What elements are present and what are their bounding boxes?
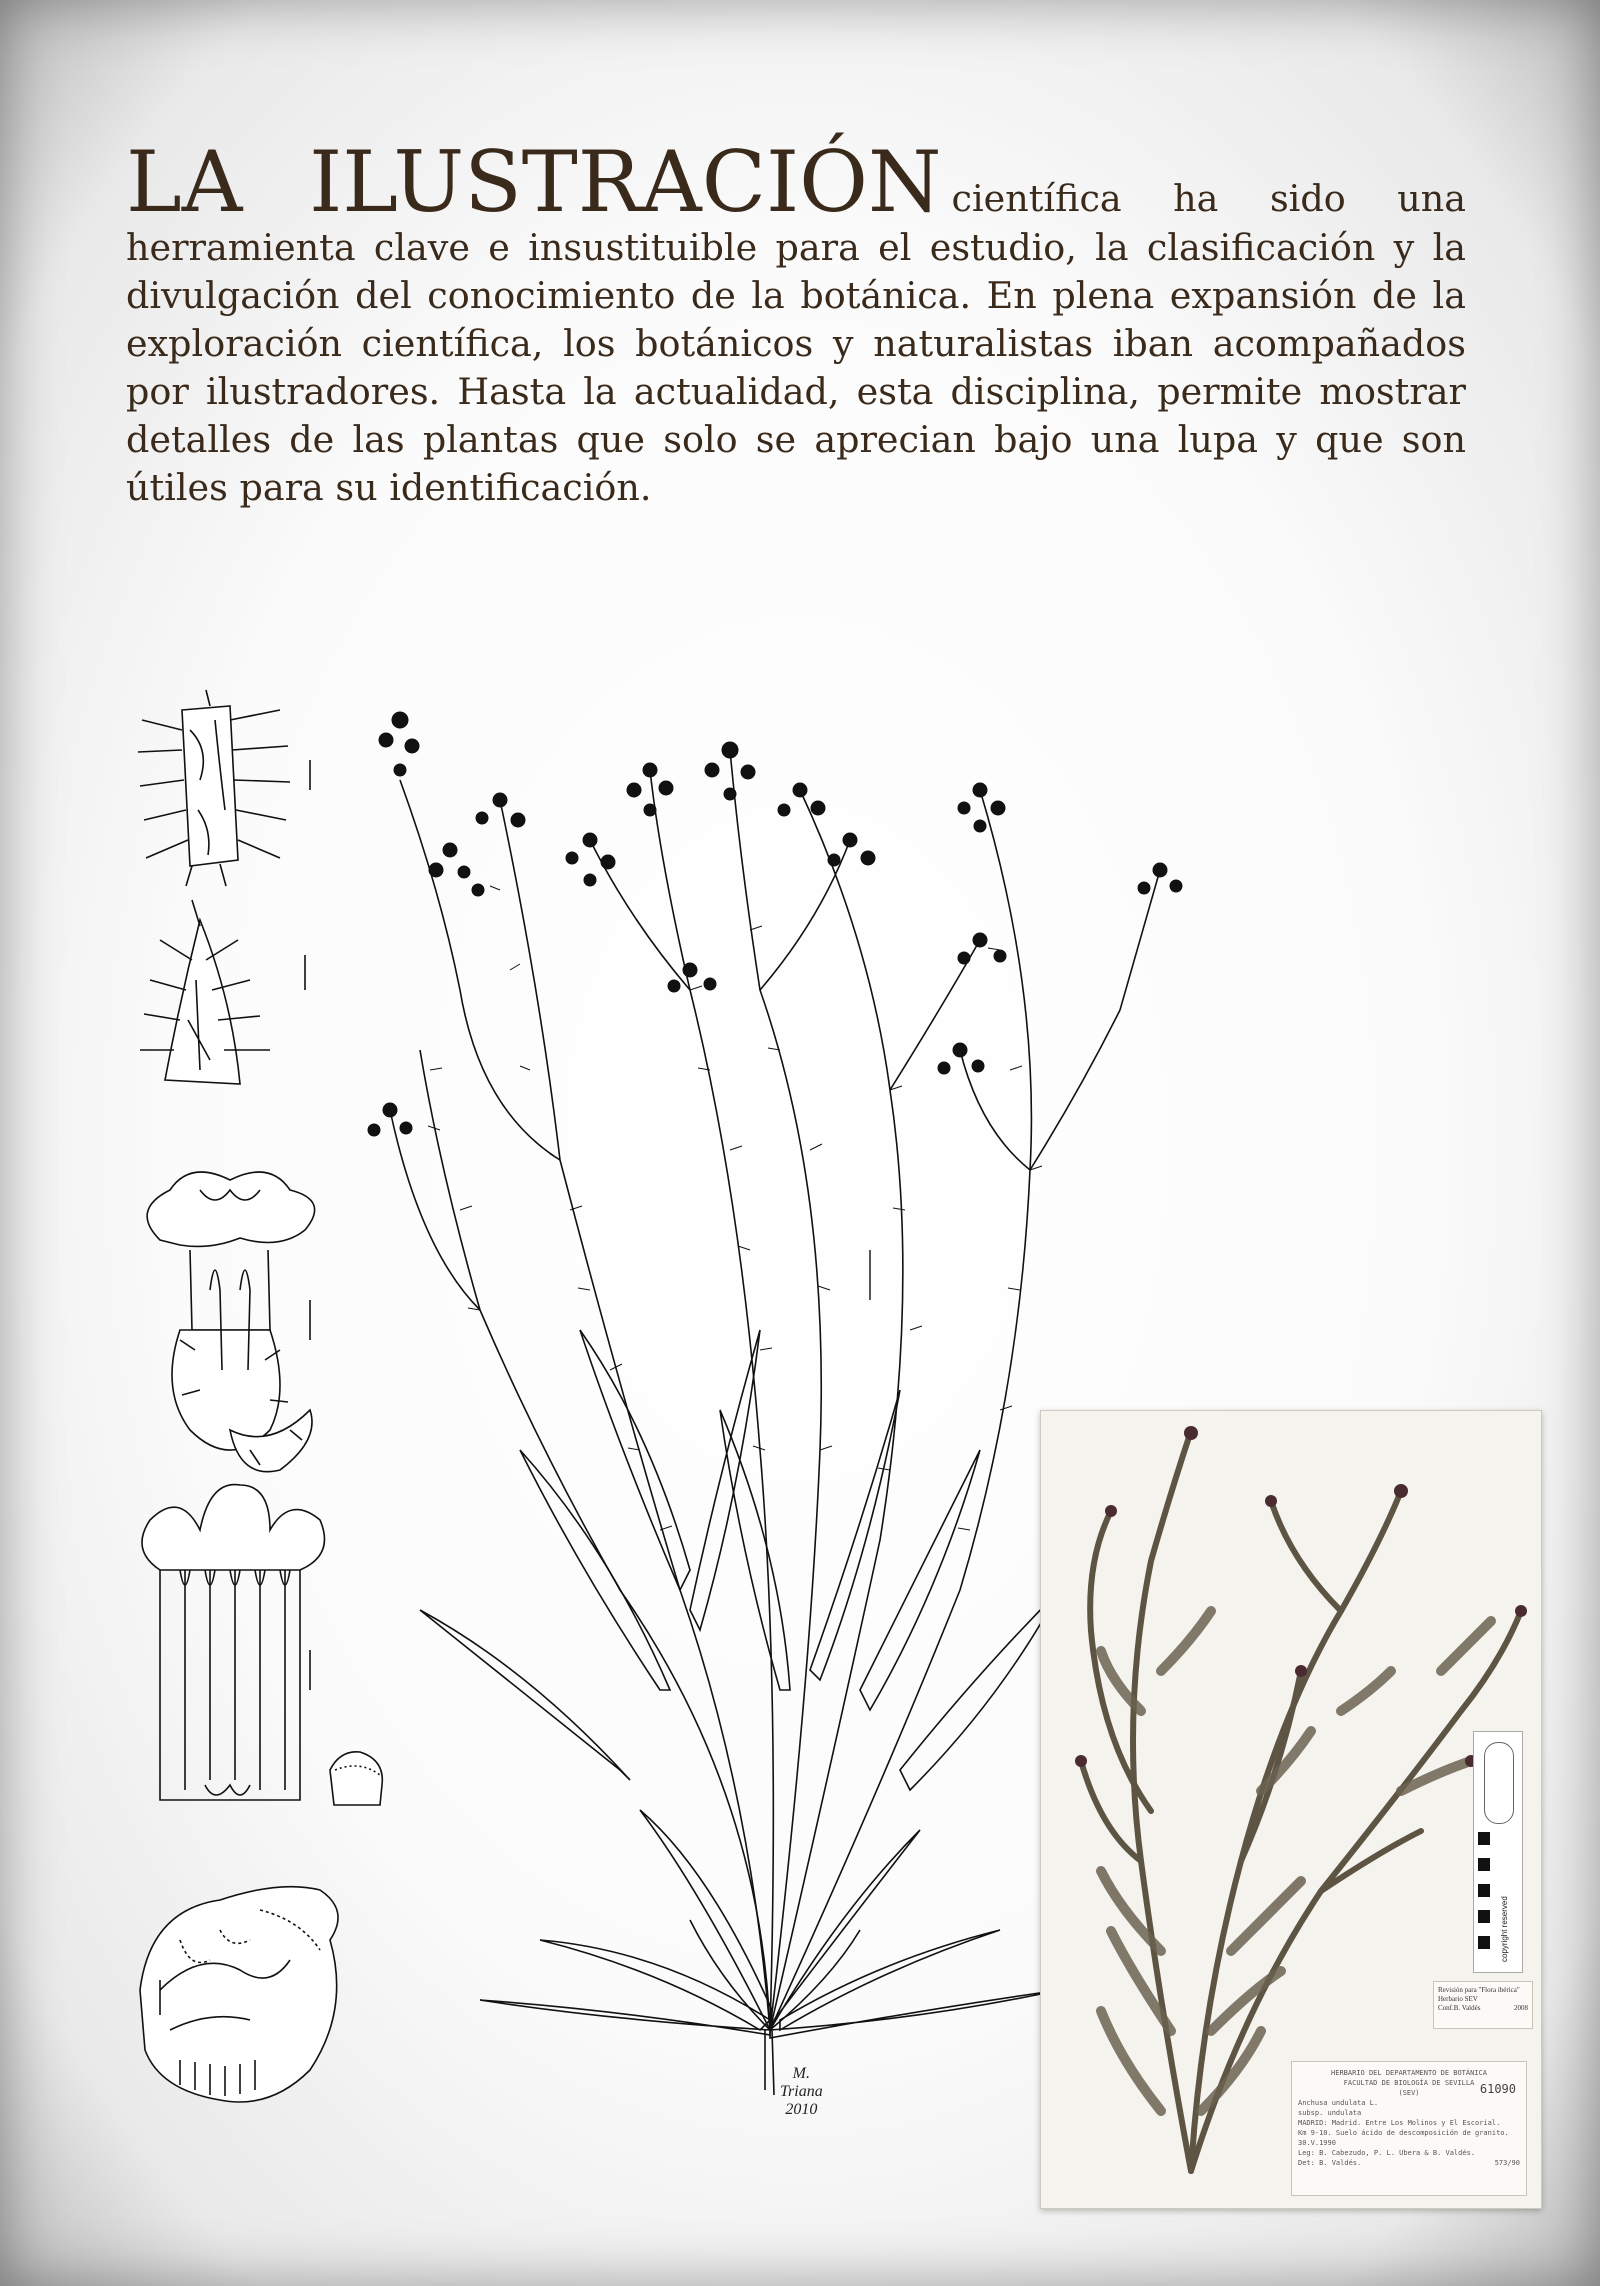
- scale-ruler: [1478, 1832, 1490, 1962]
- label-subheader: FACULTAD DE BIOLOGÍA DE SEVILLA: [1343, 2079, 1475, 2087]
- herbarium-label-card: [1291, 2061, 1527, 2196]
- corolla-opened-drawing: [142, 1485, 325, 1800]
- label-legit: Leg: B. Cabezudo, P. L. Ubera & B. Valdés.: [1298, 2149, 1476, 2157]
- label-subspecies: subsp. undulata: [1298, 2109, 1362, 2117]
- label-det: Det: B. Valdés.: [1298, 2159, 1362, 2167]
- stamp-line2: Herbario SEV: [1438, 1995, 1478, 2003]
- label-species: Anchusa undulata L.: [1298, 2099, 1379, 2107]
- revision-stamp: [1433, 1981, 1533, 2029]
- institution-logo-icon: [1484, 1742, 1514, 1824]
- detail-drawings-svg: [120, 690, 380, 2130]
- label-locality2: Km 9-10. Suelo ácido de descomposición de granito.: [1298, 2129, 1509, 2137]
- calyx-lobe-drawing: [140, 900, 305, 1084]
- label-date: 30.V.1990: [1298, 2139, 1336, 2147]
- flower-cluster: [379, 712, 419, 776]
- flower-side-drawing: [147, 1172, 314, 1472]
- detail-drawings: [120, 690, 380, 2130]
- signature-year: 2010: [785, 2101, 818, 2118]
- stamp-line1: Revisión para "Flora ibérica": [1438, 1986, 1520, 1994]
- stamp-line3: Conf.B. Valdés: [1438, 2004, 1481, 2012]
- sheet-number: 61090: [1479, 2082, 1516, 2096]
- intro-paragraph: [126, 133, 1466, 512]
- nutlet-drawing: [140, 1887, 338, 2102]
- label-header: HERBARIO DEL DEPARTAMENTO DE BOTÁNICA: [1331, 2069, 1487, 2077]
- stem-segment-drawing: [138, 690, 310, 886]
- herbarium-scale-bar: [1473, 1731, 1523, 1973]
- intro-body-text: científica ha sido una herramienta clave e insustituible para el estudio, la clasificación y la divulgación del conocimiento de la botánica. En plena expansión de la exploración científica, los botánicos y naturalistas iban acompañados por ilustradores. Hasta la actualidad, esta disciplina, permite mostrar detalles de las plantas que solo se aprecian bajo una lupa y que son útiles para su identificación.: [126, 177, 1466, 509]
- label-ref: 573/90: [1494, 2159, 1520, 2167]
- illustrator-signature: [780, 2065, 823, 2119]
- signature-initial: M.: [792, 2065, 810, 2082]
- intro-lead-title: LA ILUSTRACIÓN: [126, 133, 942, 231]
- herbarium-specimen-sheet: [1040, 1410, 1542, 2209]
- stamp-year: 2008: [1514, 2004, 1528, 2012]
- scale-copyright-text: copyright reserved: [1500, 1896, 1509, 1962]
- signature-name: Triana: [780, 2083, 823, 2100]
- label-locality: MADRID: Madrid. Entre Los Molinos y El Escorial.: [1298, 2119, 1501, 2127]
- label-code: (SEV): [1398, 2089, 1420, 2097]
